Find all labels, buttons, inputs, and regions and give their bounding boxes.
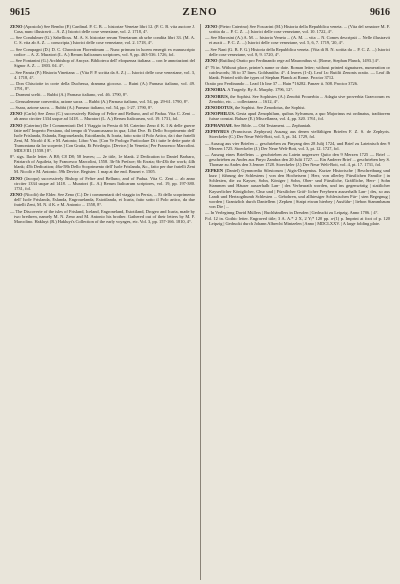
entry-text: — Drammi scelti. ... Rubbi (A.) Parnaso italiano, vol. 46. 1790, 8°.: [10, 92, 128, 98]
catalogue-entry: [10, 105, 195, 110]
entry-heading: ZENO: [205, 24, 218, 29]
catalogue-entry: [205, 24, 390, 34]
entry-text: (Pietro Caterino) See Foscarini (M.) Historia della Repubblica veneta. ... (Vita del senatore M. F. scritta da ... P. C. Z. ...) Istorici delle cose veneziane, vol. 10. 1722, 4°.: [209, 24, 390, 35]
entry-heading: ZENOBIA.: [205, 87, 227, 93]
entry-heading: ZEPKEN: [205, 168, 224, 174]
catalogue-entry: [10, 123, 195, 153]
catalogue-entry: [10, 24, 195, 34]
entry-text: — See Compagni (D.) D. C. Chronicon Florentinum ... Nunc primum in lucem emergit ex manuscripto codice ... A. Z. Muratori (L. A.) Rerum Italicarum scriptores, vol. 9, pp. 463-536. 1726, fol.: [10, 46, 195, 57]
entry-text: — Auszug aus vier Briefen ... geschrieben zu Pinyang den 28 Julij 1724, und Brief zu Lateinisch den 9 Merzen 1725. Stoeckeler (J.) Der Neue Welt-Bott, vol. 3, pt. 12. 1727, fol.: [205, 140, 390, 151]
catalogue-entry: [205, 141, 390, 151]
entry-text: Fol. 12 in. Gothic letter. Engraved title; 3 A. A.* 2 X, 2 Y;* 120 pp. a-(1) p. Imprint at foot of p. 120 Leipzig | Gedruckt durch Johann Albrecht Mintzelen | Anno | MDCLXXV. | A large folding plate.: [205, 216, 390, 227]
catalogue-entry: [205, 58, 390, 63]
catalogue-entry: [10, 58, 195, 68]
entry-heading: ZENOPHILUS.: [205, 111, 235, 117]
entry-text: (Carlo) See Zeno (C.) successively Bishop of Feltre and Belluno, and of Padua. Vita C. Zeni ... ab anno circiter 1334 usque ad 1418. ... Muratori (L. A.) Rerum Italicarum, vol. 19. 1731, fol.: [14, 111, 195, 122]
entry-text: — Gerusalemme convertita, azione sacra. ... Rubbi (A.) Parnaso italiano, vol. 54, pp. 29-61. 1790, 8°.: [10, 98, 189, 104]
entry-heading: ZENO: [10, 111, 23, 117]
catalogue-entry: [205, 210, 390, 215]
entry-text: 8°. sigs. Ilacle letter. A B8; C8 D8; 58 leaves; — 2e title, 1e blank. 2 Dedication to Daniel Barbaro, Patriarch of Aquileia, by Francesco Marcolini, 1558. 3b-5b Preface; 6b Errata; 6b-43b the work; 44b blank; 45b Dedication; 46a-58b Dello Scoprimento dell' Isole Frislanda, &c., fatto per due fratelli Zeni M. Nicolò e M. Antonio. 59b Device. Register. 1 map at the end. Brunet v. 1505.: [10, 154, 195, 175]
entry-text: — Auszug eines Briefleins ... geschrieben zu Latein ungezwer Quito den 9 Merzen 1725 — Brief ... geschrieben zu Andes aus Pinyo Zambra den 20 Julii 1727. — Ein Anderer Brief ... geschrieben bey S. Thomae zu Andes den 3 Jenner 1728. Stoeckeler (J.) Der Neue Welt-Bott, vol. 4, pt. 17. 1731, fol.: [205, 151, 390, 167]
columns: [10, 24, 390, 580]
catalogue-entry: [10, 47, 195, 57]
entry-text: — Ssara, azione sacra. ... Rubbi (A.) Parnaso italiano, vol. 54, pp. 1-27. 1790, 8°.: [10, 105, 154, 111]
left-column: [10, 24, 195, 580]
entry-text: — See Nani (G. B. F. G.) Historia della Repubblica veneta. (Vita di B. N. scritta da ... P. C. Z. ...) Istorici delle cose veneziane, vol. 8, 9. 1720, 4°.: [205, 46, 390, 57]
catalogue-entry: [205, 105, 390, 110]
entry-text: (Caterino) De I Commentarii Del I Viaggio in Persia di M. Caterino Zeno il K. I & delle guerre fatte nell' Imperio Persiano, dal tempo di Vssuncassano in qua; Libri Dve. Et Dello Scoprimento dell' Isole Frislanda, Eslanda, Engrouelanda, Estotilanda, & Icaria, fatto sotto il Polo Artico, da i due fratelli Zeni, M. Nicolò il K. e M. Antonio; Libro Vno. [Con Ve Prologo Particolare Di i tutte le dette parte di Tramontana da lor scoperte.] Con Gratia, Et Privilegio. [Device.] In Venetia | Per Francesco Marcolini. MDLVIII. [1558.] 8°.: [14, 122, 195, 153]
catalogue-entry: [10, 81, 195, 91]
entry-heading: ZENO: [10, 122, 23, 128]
entry-heading: ZEPHYRUS: [205, 129, 229, 135]
catalogue-entry: [10, 70, 195, 80]
entry-text: A Tragedy. By A. Murphy. 1796, 12°.: [227, 87, 294, 93]
catalogue-entry: [10, 176, 195, 191]
catalogue-entry: [10, 111, 195, 121]
entry-heading: ZENO: [10, 192, 23, 198]
catalogue-entry: [10, 99, 195, 104]
entry-text: (Apostolo) See Bembo (P.) Cardinal. P. C. B. ... historiae Venetae libri 12. (P. C. B. vita auctore J. Casa, nunc illustravit ... A. Z.) Istorici delle cose veneziane, vol. 2. 1718, 4°.: [14, 24, 195, 35]
entry-text: — See Condulmer (G.) Sabellicus. M. A. S. historiae rerum Venetarum ab urbe condita libri 33. (M. A. C. S. vita ab A. Z. ... conscripta.) Istorici delle cose veneziane, vol. 2. 1718, 4°.: [10, 35, 195, 46]
entry-text: — The Discoverie of the isles of Frisland, Iceland, Engroneland, Estotiland, Drogeo and Icaria, made by two brethren, namely M. N. Zeno and M. Antonio his brother. Gathered out of their letters by M. F. Marcolino. Hakluyt (R.) Hakluyt's Collection of the early voyages, etc. Vol. 3, pp. 157-166. 1810, 4°.: [10, 208, 195, 224]
catalogue-entry: [205, 111, 390, 121]
entry-text: 4° 76 in. Without place, printer's name or date. Roman letter; without printed signatures, numeration or catchwords; 36 to 37 lines. Goldsmiths: 4°. 4 leaves (1-4). Leaf 1a: Rutilii Zenonis oratio. — Leaf 4b blank. Printed with the types of Stephan Planck at Rome. Proctor 3712.: [205, 64, 390, 80]
catalogue-entry: [205, 35, 390, 45]
catalogue-entry: [10, 92, 195, 97]
catalogue-entry: [10, 35, 195, 45]
entry-heading: ZEPHANIAH.: [205, 122, 233, 128]
entry-text: Gesta apud Zenophilum, quibus Sylvanum, a quo Majorinus est ordinatus, traditorem fuisse constat. Baluze (E.) Miscellanea, vol. 4, pp. 320. 1761, fol.: [209, 111, 390, 122]
right-page-number: 9616: [370, 7, 390, 18]
entry-heading: ZENO: [205, 58, 218, 64]
catalogue-entry: [205, 152, 390, 167]
page-header: [10, 6, 390, 20]
entry-text: — See Fontanini (G.) Archbishop of Ancyra. Biblioteca dell' eloquenza italiana ... con le annotazioni del Signor A. Z. ... 1803. 04. 4°.: [10, 58, 195, 69]
entry-text: — Don Chisciotte in corte della Duchessa, dramma giocoso. ... Ruini (A.) Parnaso italiano, vol. 49. 1791, 8°.: [10, 80, 195, 91]
left-page-number: 9615: [10, 7, 30, 18]
catalogue-entry: [205, 65, 390, 80]
entry-text: (Rutilius) Oratio pro Ferdinando rege ad Mauronibus vi. [Rome, Stephan Planck, 1493.] 4°.: [218, 58, 380, 64]
catalogue-entry: [205, 47, 390, 57]
entry-text: (Franciscus Zephyrus) Auszug aus denen vielfältigen Briefen F. Z. S. de Zephyris. Stoeckeler (C.) Der Neue Welt-Bott, vol. 5, pt. 34. 1729, fol.: [209, 129, 390, 140]
catalogue-entry: [205, 216, 390, 226]
catalogue-entry: [10, 192, 195, 207]
catalogue-entry: [205, 123, 390, 128]
catalogue-entry: [205, 81, 390, 86]
entry-text: the Sophist. See Sophistes (A.) Zenobii Prouerbia ... Adagia sive proverbia Graecorum ex Zenobio, etc. ... collectanea ... 1612, 4°.: [209, 93, 390, 104]
entry-text: (Nicolò) the Elder. See Zeno (C.) De i commentarii del viaggio in Persia, ... Et dello scoprimento dell' Isole Frislanda, Eslanda, Engrouelanda, Estotilanda, et Icaria, fatto sotto il Polo artico, da due fratelli Zeni, M. N. il K. e M. Antonio ... 1558, 8°.: [14, 192, 195, 208]
entry-heading: ZENO: [10, 24, 23, 29]
entry-heading: ZENO: [10, 175, 23, 181]
entry-text: See Bible. — Old Testament. — Zephaniah.: [233, 122, 312, 128]
entry-text: (Jacopo) successively Bishop of Feltre and Belluno, and of Padua. Vita C. Zeni ... ab anno circiter 1334 usque ad 1418. ... Muratori (L. A.) Rerum Italicarum scriptores, vol. 19, pp. 197-380. 1731, fol.: [14, 175, 195, 191]
entry-heading: ZENOBIUS,: [205, 93, 229, 99]
entry-heading: ZENODOTUS,: [205, 105, 234, 111]
catalogue-entry: [205, 94, 390, 104]
catalogue-entry: [205, 129, 390, 139]
catalogue-entry: [205, 168, 390, 208]
catalogue-entry: [10, 209, 195, 224]
entry-text: (Daniel) Gymnoedia Silesiorum | Aigis-Dregenius. Kurtze Historische | Beschreibung und kurz | führung der Schlesiens | von den Hocheisern | Herr, von allerley Fürstlichen Familie | in Schlesien, die zu Kayser, Sohn, Königer | Sohn, Ober- und Fürstliche, Gräffliche, Herr- | Sohn Stammen und Häuser ausserhalb Lan- | des Verheurath worden, und ins gegenwärtig | stattlicher Kayserlicher Königlicher, Chur und | Fürstlicher Gräf- licher Freyherrn ausserhalb Lan- | des, so aus Landt und Hertzogthumb Schlesien ... Gebohren, und allhiesiger Schlesischen Für- | sten Begegnug | worden | Grantzlich durch Daniellem | Zepken | Statpt etwan hierbey | Ausführ- | liebon Stammbaum von Die | ...: [209, 168, 390, 209]
entry-text: — See Morosini (A.) A. M. ... historia Veneta ... (A. M. ... vita ... N. Comes descripsit ... Nelle illustravit et auxit ... P. C. Z. ...) Istorici delle cose veneziane, vol. 5, 6, 7. 1719, '20, 4°.: [205, 35, 390, 46]
entry-text: — See Paruta (P.) Historia Vinetiana ... (Vita P. P. scritta da A. Z.) ... Istorici delle cose veneziane, vol. 3, 4. 1718, 4°.: [10, 69, 195, 80]
entry-text: Oratio pro Ferdinando ... Lead 1b line 37 ... Hain *16282. Panzer ii. 508. Proctor 3726.: [205, 80, 359, 86]
entry-text: — In Verleginng David Müllers | Buchhändlers in Dresden | Gedruckt zu Leipzig. Anno 1706. | 4°.: [205, 210, 379, 215]
entry-text: the Sophist. See Zenodotus, the Sophist.: [234, 105, 306, 111]
running-title: ZENO: [182, 6, 218, 18]
column-divider: [200, 24, 201, 580]
catalogue-entry: [205, 87, 390, 92]
catalogue-entry: [10, 154, 195, 174]
right-column: [205, 24, 390, 580]
